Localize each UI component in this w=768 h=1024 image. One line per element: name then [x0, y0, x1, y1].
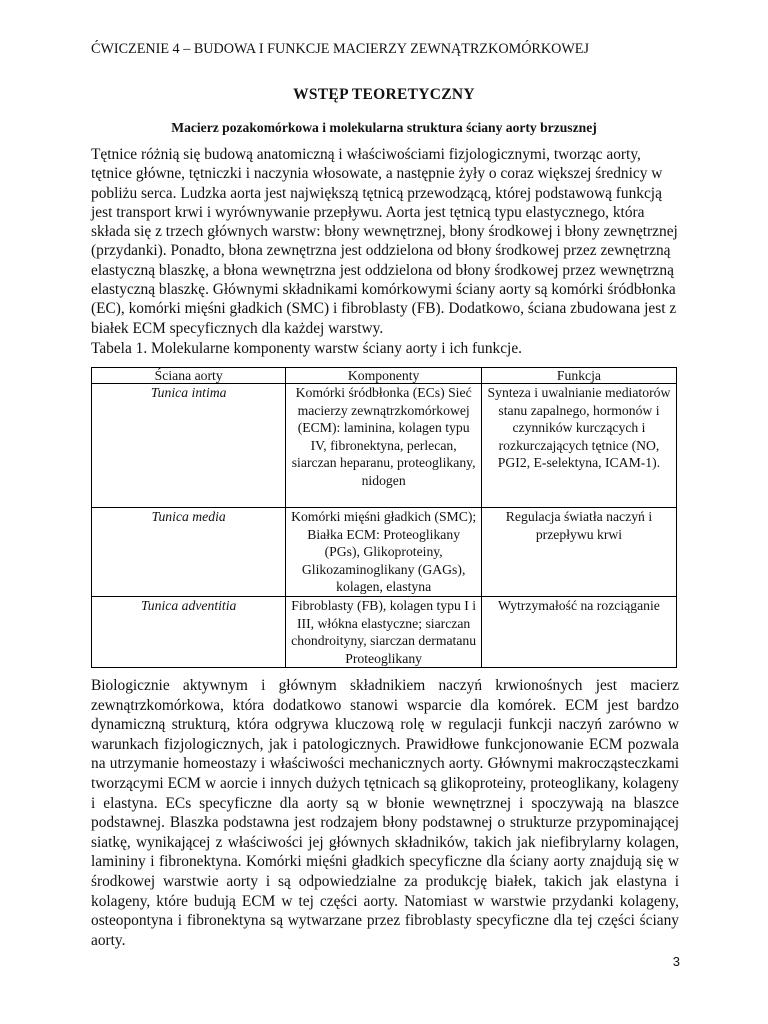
column-header-wall: Ściana aorty [92, 368, 286, 384]
table-caption: Tabela 1. Molekularne komponenty warstw ściany aorty i ich funkcje. [91, 340, 523, 357]
table-row [92, 508, 677, 597]
table-row [92, 597, 677, 668]
cell-function: Regulacja światła naczyń i przepływu krwi [481, 508, 676, 597]
section-title: WSTĘP TEORETYCZNY [293, 86, 475, 103]
cell-components: Fibroblasty (FB), kolagen typu I i III, włókna elastyczne; siarczan chondroityny, siarczan dermatanu Proteoglikany [286, 597, 482, 668]
paragraph-intro: Tętnice różnią się budową anatomiczną i właściwościami fizjologicznymi, tworząc aorty, tętnice główne, tętniczki i naczynia włosowate, a następnie żyły o coraz większej średnicy w pobliżu serca. Ludzka aorta jest największą tętnicą przewodzącą, której podstawową funkcją jest transport krwi i wyrównywanie przepływu. Aorta jest tętnicą typu elastycznego, która składa się z trzech głównych warstw: błony wewnętrznej, błony środkowej i błony zewnętrznej (przydanki). Ponadto, błona zewnętrzna jest oddzielona od błony środkowej przez zewnętrzną elastyczną blaszkę, a błona wewnętrzna jest oddzielona od błony środkowej przez wewnętrzną elastyczną blaszkę. Głównymi składnikami komórkowymi ściany aorty są komórki śródbłonka (EC), komórki mięśni gładkich (SMC) i fibroblasty (FB). Dodatkowo, ściana zbudowana jest z białek ECM specyficznych dla każdej warstwy. [91, 146, 678, 337]
cell-components: Komórki śródbłonka (ECs) Sieć macierzy zewnątrzkomórkowej (ECM): laminina, kolagen typu IV, fibronektyna, perlecan, siarczan heparanu, proteoglikany, nidogen [286, 384, 482, 508]
aorta-components-table [91, 367, 677, 668]
cell-components: Komórki mięśni gładkich (SMC); Białka ECM: Proteoglikany (PGs), Glikoproteiny, Glikozaminoglikany (GAGs), kolagen, elastyna [286, 508, 482, 597]
cell-wall: Tunica media [92, 508, 286, 597]
page-header: ĆWICZENIE 4 – BUDOWA I FUNKCJE MACIERZY ZEWNĄTRZKOMÓRKOWEJ [91, 41, 589, 57]
table-row [92, 384, 677, 508]
cell-function: Wytrzymałość na rozciąganie [481, 597, 676, 668]
column-header-components: Komponenty [286, 368, 482, 384]
cell-function: Synteza i uwalnianie mediatorów stanu zapalnego, hormonów i czynników kurczących i rozkurczających tętnice (NO, PGI2, E-selektyna, ICAM-1). [481, 384, 676, 508]
paragraph-ecm: Biologicznie aktywnym i głównym składnikiem naczyń krwionośnych jest macierz zewnątrzkomórkowa, która dodatkowo stanowi wsparcie dla komórek. ECM jest bardzo dynamiczną strukturą, która odgrywa kluczową rolę w regulacji funkcji naczyń zarówno w warunkach fizjologicznych, jak i patologicznych. Prawidłowe funkcjonowanie ECM pozwala na utrzymanie homeostazy i właściwości mechanicznych aorty. Głównymi makrocząsteczkami tworzącymi ECM w aorcie i innych dużych tętnicach są glikoproteiny, proteoglikany, kolageny i elastyna. ECs specyficzne dla aorty są w błonie wewnętrznej i spoczywają na blaszce podstawnej. Blaszka podstawna jest rodzajem błony podstawnej o strukturze przypominającej siatkę, wynikającej z właściwości jej głównych składników, takich jak niefibrylarny kolagen, lamininy i fibronektyna. Komórki mięśni gładkich specyficzne dla ściany aorty znajdują się w środkowej warstwie aorty i są odpowiedzialne za produkcję białek, takich jak elastyna i kolageny, które budują ECM w tej części aorty. Natomiast w warstwie przydanki kolageny, osteopontyna i fibronektyna są wytwarzane przez fibroblasty specyficzne dla tej części ściany aorty. [91, 677, 679, 949]
table-header-row [92, 368, 677, 384]
subtitle: Macierz pozakomórkowa i molekularna struktura ściany aorty brzusznej [171, 120, 597, 135]
column-header-function: Funkcja [481, 368, 676, 384]
cell-wall: Tunica adventitia [92, 597, 286, 668]
page-number: 3 [672, 954, 680, 969]
cell-wall: Tunica intima [92, 384, 286, 508]
